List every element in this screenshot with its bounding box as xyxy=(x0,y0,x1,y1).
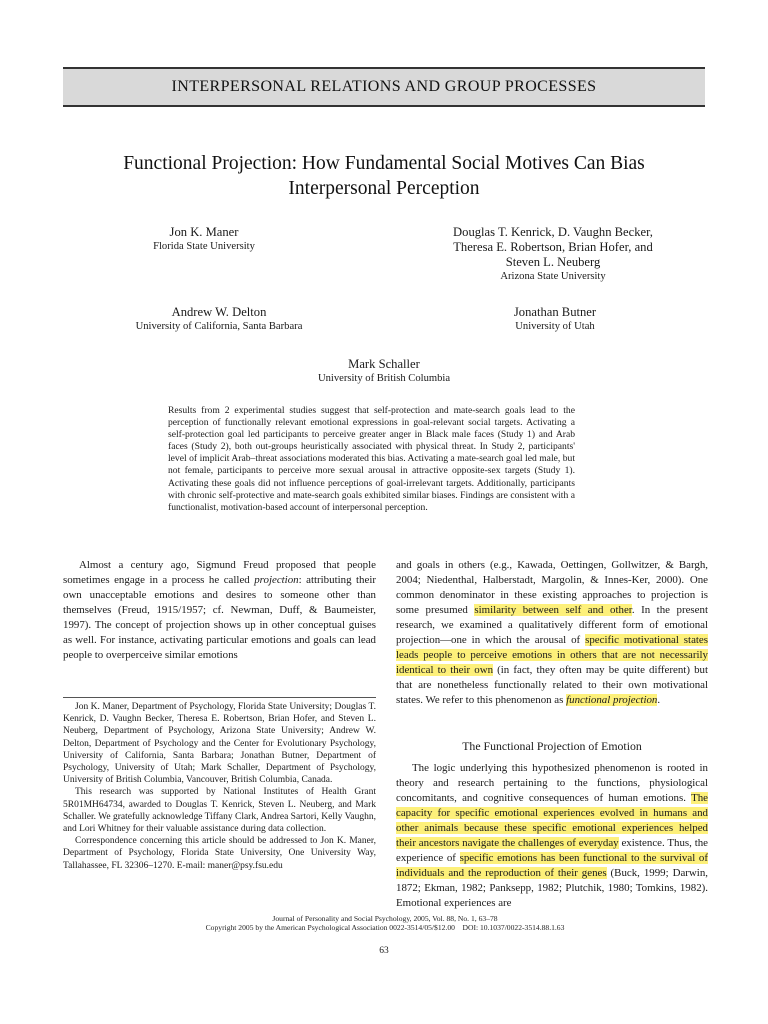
right-column-top xyxy=(396,558,708,708)
author-affiliation: Arizona State University xyxy=(500,271,606,282)
author-delton xyxy=(104,305,334,333)
intro-paragraph xyxy=(63,558,376,663)
author-name: Mark Schaller xyxy=(348,357,420,371)
section-paragraph xyxy=(396,761,708,911)
highlight: The capacity for specific emotional experiences evolved in humans and other animals because these specific emotional experiences helped their ancestors navigate the challenges of everyday xyxy=(396,792,708,849)
author-footnote xyxy=(63,697,376,872)
highlight: functional projection xyxy=(566,694,658,706)
journal-citation: Journal of Personality and Social Psychology, 2005, Vol. 88, No. 1, 63–78 xyxy=(272,914,498,923)
author-names-line-3: Steven L. Neuberg xyxy=(505,255,601,269)
highlight: specific motivational states leads people to perceive emotions in others that are not necessarily identical to their own xyxy=(396,634,709,676)
article-title-line-1: Functional Projection: How Fundamental Social Motives Can Bias xyxy=(123,153,645,174)
author-affiliation: University of British Columbia xyxy=(317,373,451,384)
text-run: . xyxy=(657,694,661,706)
article-title-line-2: Interpersonal Perception xyxy=(288,178,480,199)
author-name: Jonathan Butner xyxy=(513,305,597,319)
projection-term: projection xyxy=(254,574,299,586)
highlight: specific emotions has been functional to the survival of individuals and the reproduction of their genes xyxy=(396,852,708,879)
text-run: The logic underlying this hypothesized phenomenon is rooted in theory and research pertaining to the functions, physiological concomitants, and cognitive consequences of human emotions. xyxy=(396,762,708,804)
footnote-funding: This research was supported by National Institutes of Health Grant 5R01MH64734, awarded to Douglas T. Kenrick, Steven L. Neuberg, and Mark Schaller. We gratefully acknowledge Tiffany Clark, Andrea Sartori, Kelly Vaughn, and Lori Whitney for their valuable assistance during data collection. xyxy=(63,787,376,835)
author-names-line-2: Theresa E. Robertson, Brian Hofer, and xyxy=(453,240,653,254)
journal-footer xyxy=(140,914,630,933)
article-title xyxy=(64,151,704,201)
author-butner xyxy=(470,305,640,333)
author-name: Andrew W. Delton xyxy=(171,305,267,319)
copyright-line: Copyright 2005 by the American Psychological Association 0022-3514/05/$12.00 DOI: 10.1037/0022-3514.88.1.63 xyxy=(205,923,565,933)
author-names-line-1: Douglas T. Kenrick, D. Vaughn Becker, xyxy=(453,225,653,239)
text-run: . In the present research, we examined a qualitatively different form of emotional projection—one in which the arousal of xyxy=(396,604,708,646)
text-run: and goals in others (e.g., Kawada, Oettingen, Gollwitzer, & Bargh, 2004; Niedenthal, Halberstadt, Margolin, & Innes-Ker, 2000). One common denominator in these existing approaches to projection is some presumed xyxy=(396,559,708,616)
section-banner xyxy=(63,67,705,107)
section-heading: The Functional Projection of Emotion xyxy=(462,739,642,753)
author-kenrick-group xyxy=(418,225,688,283)
footnote-correspondence: Correspondence concerning this article should be addressed to Jon K. Maner, Department of Psychology, Florida State University, One University Way, Tallahassee, FL 32306–1270. E-mail: maner@psy.fsu.edu xyxy=(63,836,376,871)
footnote-affiliations: Jon K. Maner, Department of Psychology, Florida State University; Douglas T. Kenrick, D. Vaughn Becker, Theresa E. Robertson, Brian Hofer, and Steven L. Neuberg, Department of Psychology, Arizona State University; Andrew W. Delton, Department of Psychology and the Center for Evolutionary Psychology, University of California, Santa Barbara; Jonathan Butner, Department of Psychology, University of Utah; Mark Schaller, Department of Psychology, University of British Columbia, Vancouver, British Columbia, Canada. xyxy=(63,702,376,786)
left-column xyxy=(63,558,376,663)
author-affiliation: Florida State University xyxy=(153,241,255,252)
author-name: Jon K. Maner xyxy=(169,225,239,239)
text-run: existence. Thus, the experience of xyxy=(396,837,708,864)
author-affiliation: University of Utah xyxy=(515,321,595,332)
highlight: similarity between self and other xyxy=(474,604,632,616)
page-number: 63 xyxy=(379,946,389,956)
author-affiliation: University of California, Santa Barbara xyxy=(135,321,303,332)
section-banner-text: INTERPERSONAL RELATIONS AND GROUP PROCESSES xyxy=(171,78,597,95)
text-run: Almost a century ago, Sigmund Freud proposed that people sometimes engage in a process he called xyxy=(63,559,376,586)
continued-paragraph xyxy=(396,558,708,708)
text-run: : attributing their own unacceptable emotions and desires to someone other than themselves (Freud, 1915/1957; cf. Newman, Duff, & Baumeister, 1997). The concept of projection shows up in other conceptual guises as well. For instance, activating particular emotions and goals can lead people to overperceive similar emotions xyxy=(63,574,376,661)
right-column-bottom xyxy=(396,761,708,911)
text-run: (in fact, they often may be quite different) but that are nonetheless functionally related to their own motivational states. We refer to this phenomenon as xyxy=(396,664,708,706)
author-maner xyxy=(104,225,304,253)
abstract: Results from 2 experimental studies suggest that self-protection and mate-search goals lead to the perception of functionally relevant emotional expressions in goal-relevant social targets. Activating a self-protection goal led participants to perceive greater anger in Black male faces (Study 1) and Arab faces (Study 2), both out-groups heuristically associated with physical threat. In Study 2, participants' level of implicit Arab–threat associations moderated this bias. Activating a mate-search goal led male, but not female, participants to perceive more sexual arousal in attractive opposite-sex targets (Study 1). Activating these goals did not influence perceptions of goal-irrelevant targets. Additionally, participants with chronic self-protective and mate-search goals exhibited similar biases. Findings are consistent with a functionalist, motivation-based account of interpersonal perception. xyxy=(168,405,575,513)
text-run: (Buck, 1999; Darwin, 1872; Ekman, 1982; Panksepp, 1982; Plutchik, 1980; Tomkins, 1982). Emotional experiences are xyxy=(396,867,708,909)
author-schaller xyxy=(284,357,484,385)
